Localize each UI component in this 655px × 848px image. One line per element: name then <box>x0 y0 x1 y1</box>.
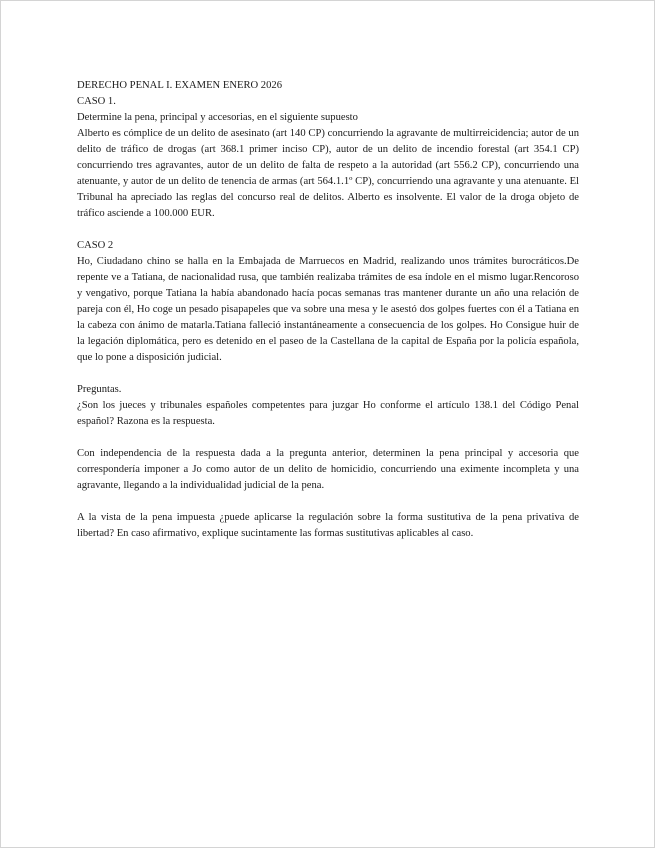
question-3: A la vista de la pena impuesta ¿puede aplicarse la regulación sobre la forma sustitutiva de la pena privativa de libertad? En caso afirmativo, explique sucintamente las formas sustitutivas aplicables al caso. <box>77 512 579 539</box>
spacer <box>77 222 579 238</box>
spacer <box>77 430 579 446</box>
case2-heading: CASO 2 <box>77 240 114 251</box>
question-2: Con independencia de la respuesta dada a la pregunta anterior, determinen la pena principal y accesoria que correspondería imponer a Jo como autor de un delito de homicidio, concurriendo una eximente incompleta y una agravante, llegando a la individualidad judicial de la pena. <box>77 448 579 491</box>
question-1: ¿Son los jueces y tribunales españoles competentes para juzgar Ho conforme el artículo 138.1 del Código Penal español? Razona es la respuesta. <box>77 400 579 427</box>
case2-body: Ho, Ciudadano chino se halla en la Embajada de Marruecos en Madrid, realizando unos trámites burocráticos.De repente ve a Tatiana, de nacionalidad rusa, que también realizaba trámites de esa índole en el mismo lugar.Rencoroso y vengativo, porque Tatiana la había abandonado hacía pocas semanas tras mantener durante un año una relación de pareja con él, Ho coge un pesado pisapapeles que va sobre una mesa y le asestó dos golpes fuertes con él a Tatiana en la cabeza con ánimo de matarla.Tatiana falleció instantáneamente a consecuencia de los golpes. Ho Consigue huir de la legación diplomática, pero es detenido en el paseo de la Castellana de la capital de España por la policía española, que lo pone a disposición judicial. <box>77 256 579 363</box>
document-body <box>77 78 579 542</box>
case1-heading: CASO 1. <box>77 96 116 107</box>
spacer <box>77 366 579 382</box>
spacer <box>77 494 579 510</box>
questions-heading: Preguntas. <box>77 384 122 395</box>
case1-body: Alberto es cómplice de un delito de asesinato (art 140 CP) concurriendo la agravante de multirreicidencia; autor de un delito de tráfico de drogas (art 368.1 primer inciso CP), autor de un delito de incendio forestal (art 354.1 CP) concurriendo tres agravantes, autor de un delito de falta de respeto a la autoridad (art 556.2 CP), concurriendo una atenuante, y autor de un delito de tenencia de armas (art 564.1.1º CP), concurriendo una agravante y una atenuante. El Tribunal ha apreciado las reglas del concurso real de delitos. Alberto es insolvente. El valor de la droga objeto de tráfico asciende a 100.000 EUR. <box>77 128 579 219</box>
case1-instruction: Determine la pena, principal y accesorias, en el siguiente supuesto <box>77 112 358 123</box>
document-title: DERECHO PENAL I. EXAMEN ENERO 2026 <box>77 80 282 91</box>
